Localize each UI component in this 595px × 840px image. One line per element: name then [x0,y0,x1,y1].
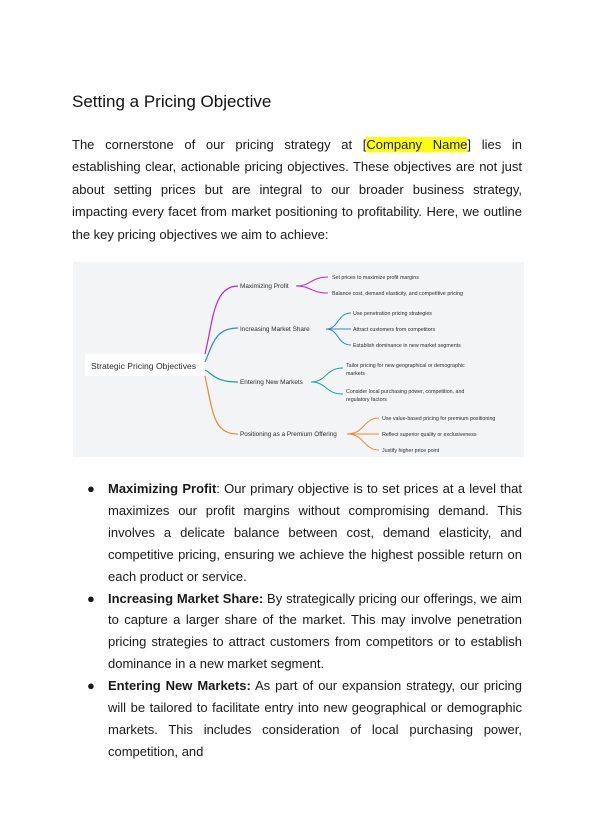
leaf-label-share-3: Establish dominance in new market segments [353,343,461,349]
leaf-label-premium-3: Justify higher price point [382,448,440,454]
leaf-curve-share-3 [326,329,351,345]
objectives-list [87,478,522,763]
leaf-label-profit-1: Set prices to maximize profit margins [332,275,419,281]
branch-label-profit: Maximizing Profit [240,283,289,290]
intro-text-start: The cornerstone of our pricing strategy at [ [72,137,367,152]
leaf-label-markets-2b: regulatory factors [346,397,387,403]
list-item-text: By strategically pricing our offerings, we aim to capture a larger share of the market. This may involve penetration pricing strategies to attract customers from competitors or to establish dominance in a new market segment. [108,590,522,672]
intro-text-rest: ] lies in establishing clear, actionable pricing objectives. These objectives are not just about setting prices but are integral to our broader business strategy, impacting every facet from market positioning to profitability. Here, we outline the key pricing objectives we aim to achieve: [72,137,522,242]
bullet-icon: ● [87,590,95,606]
bullet-icon: ● [87,481,95,496]
company-name-placeholder: Company Name [366,137,468,152]
leaf-curve-markets-2 [311,382,343,394]
leaf-label-share-1: Use penetration pricing strategies [353,311,432,317]
branch-curve-premium [205,376,238,434]
leaf-curve-premium-3 [347,434,379,450]
list-item [87,588,522,676]
leaf-label-share-2: Attract customers from competitors [353,327,436,333]
list-item-title: Increasing Market Share: [108,590,264,606]
pricing-objectives-mindmap [73,262,524,457]
section-heading: Setting a Pricing Objective [72,92,272,111]
leaf-label-markets-1b: markets [346,371,365,377]
list-item-text: As part of our expansion strategy, our pricing will be tailored to facilitate entry into new geographical or demographic markets. This includes consideration of local purchasing power, competition, and [108,678,522,759]
leaf-curve-share-1 [326,313,351,329]
list-item-separator: : [216,481,220,496]
list-item-title: Maximizing Profit [108,481,217,496]
branch-curve-profit [205,286,238,354]
leaf-curve-markets-1 [311,368,343,382]
intro-paragraph [72,134,522,246]
leaf-label-premium-1: Use value-based pricing for premium positioning [382,416,496,422]
list-item [87,478,522,588]
branch-label-premium: Positioning as a Premium Offering [240,431,337,438]
leaf-label-premium-2: Reflect superior quality or exclusiveness [382,432,477,438]
leaf-label-profit-2: Balance cost, demand elasticity, and competitive pricing [332,291,463,297]
bullet-icon: ● [87,678,95,694]
branch-curve-markets [205,370,238,382]
list-item-title: Entering New Markets: [108,678,251,694]
leaf-label-markets-2a: Consider local purchasing power, competition, and [346,389,465,395]
leaf-curve-profit-2 [296,286,328,293]
branch-label-share: Increasing Market Share [240,326,310,333]
leaf-curve-profit-1 [296,277,328,286]
list-item [87,675,522,763]
mindmap-svg [73,262,524,457]
leaf-label-markets-1a: Tailor pricing for new geographical or demographic [346,363,465,369]
leaf-curve-premium-1 [347,418,379,434]
branch-label-markets: Entering New Markets [240,379,303,386]
list-item-text: Our primary objective is to set prices at a level that maximizes our profit margins without compromising demand. This involves a delicate balance between cost, demand elasticity, and competitive pricing, ensuring we achieve the highest possible return on each product or service. [108,481,522,584]
mindmap-root-label: Strategic Pricing Objectives [91,361,197,371]
